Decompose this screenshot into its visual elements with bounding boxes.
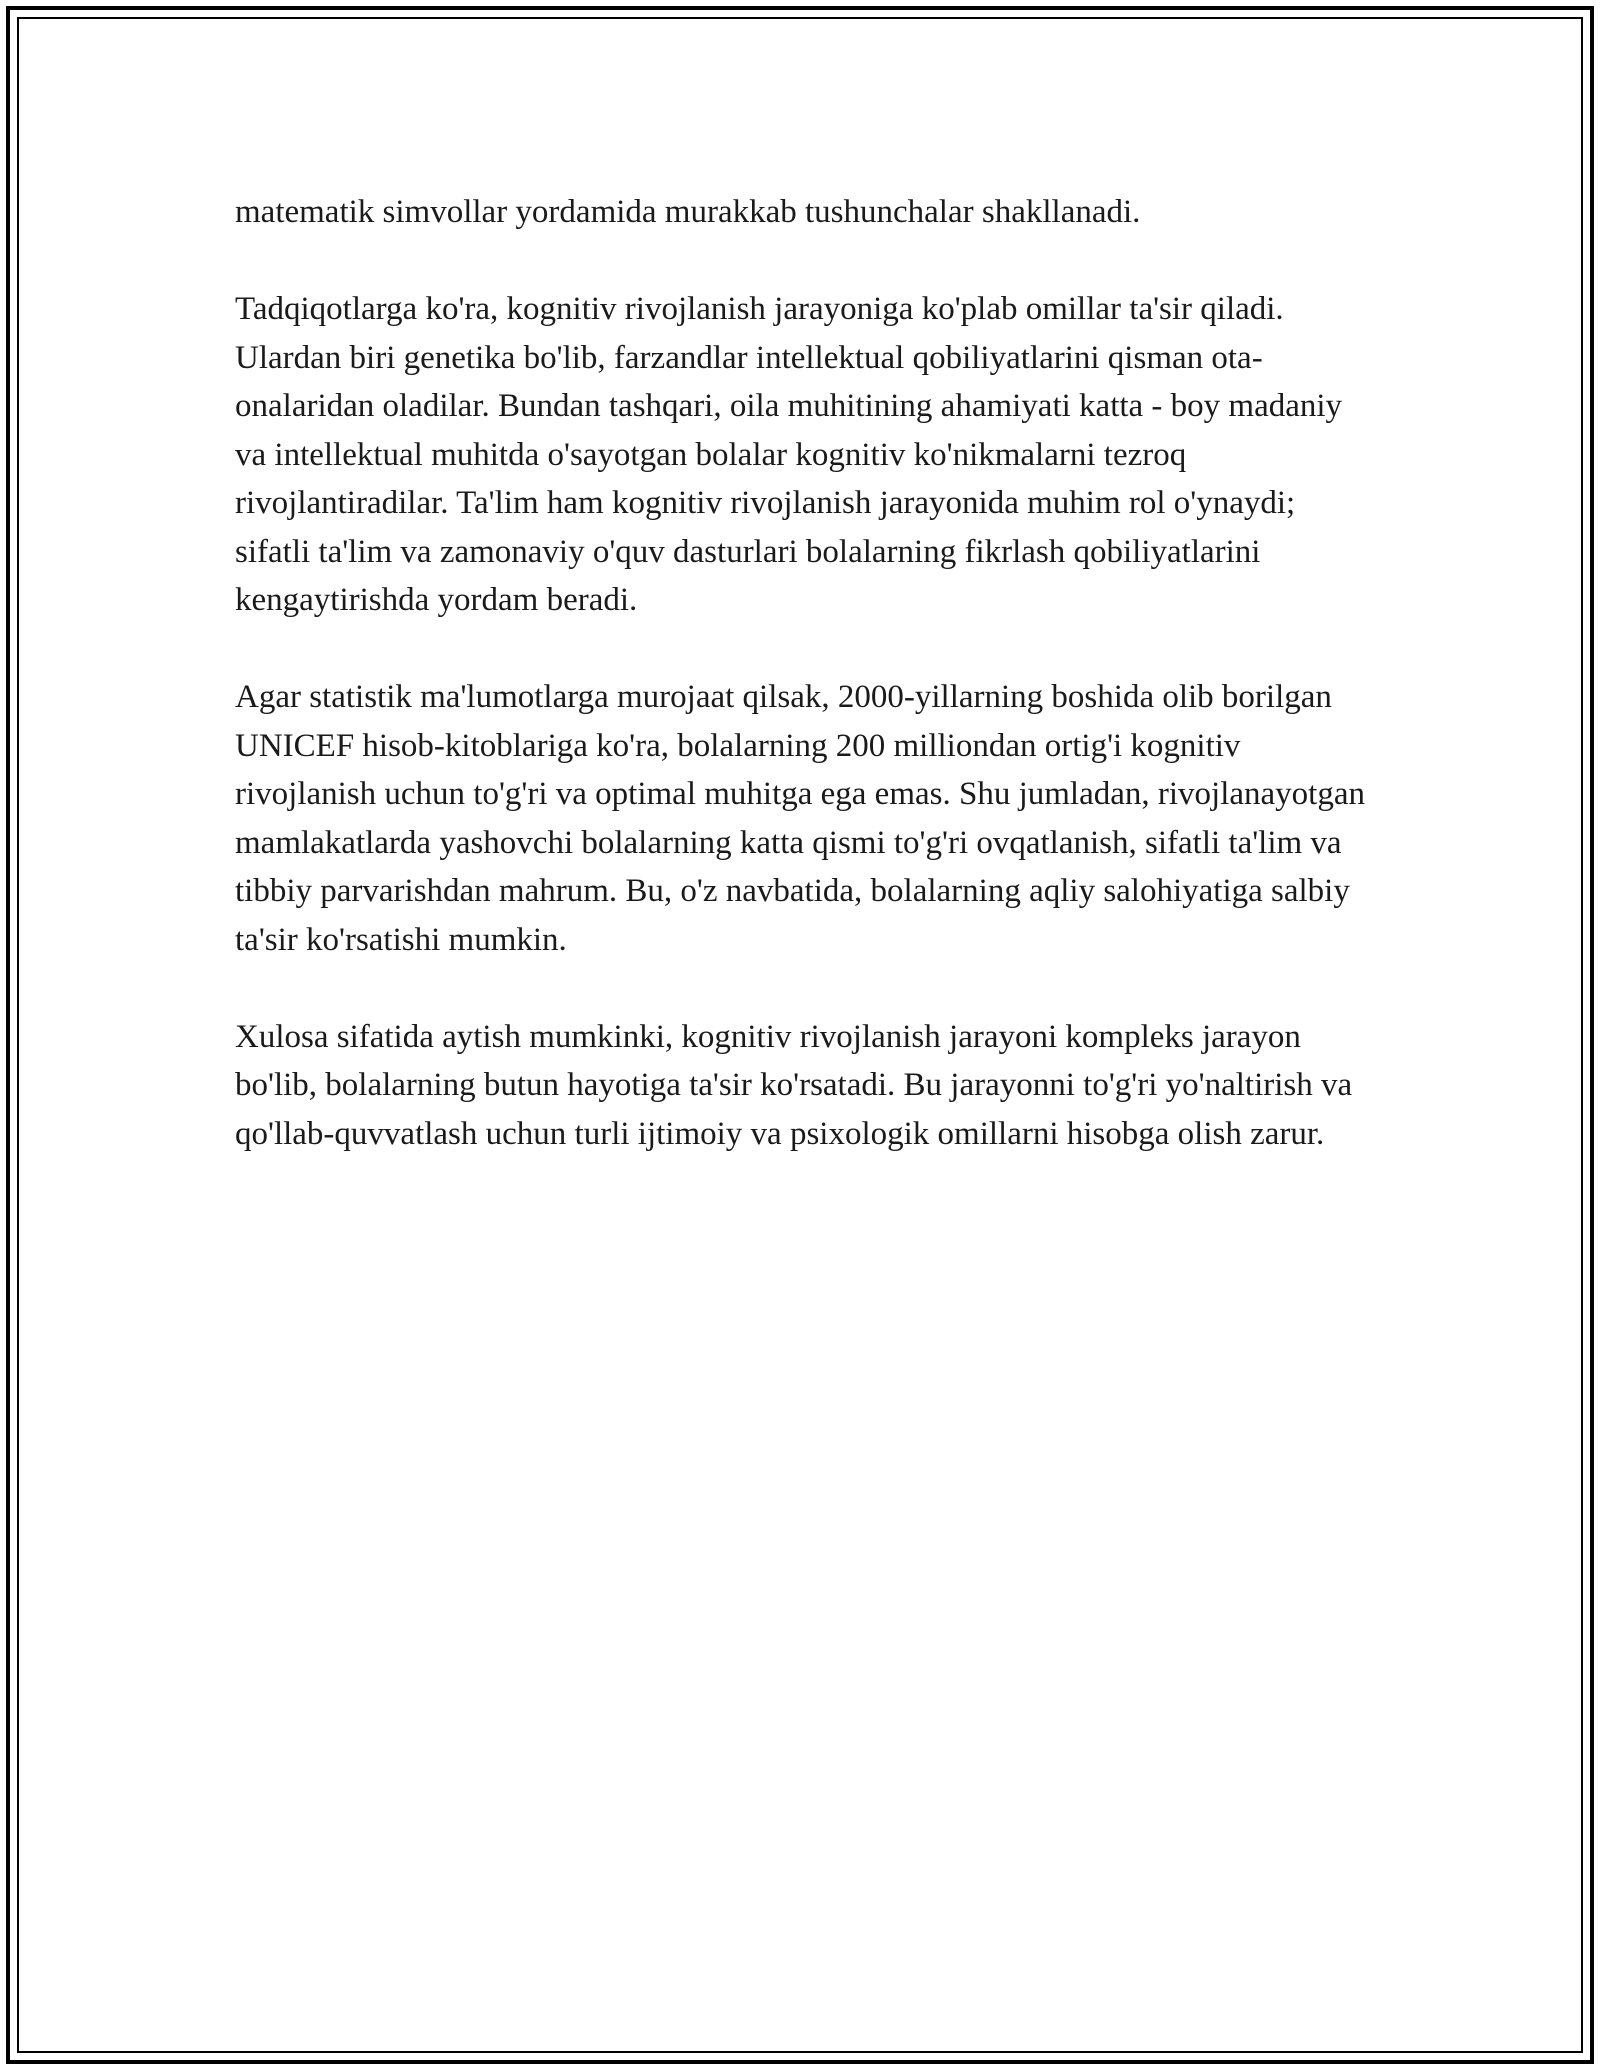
paragraph-statistics: Agar statistik ma'lumotlarga murojaat qilsak, 2000-yillarning boshida olib borilgan UNICEF hisob-kitoblariga ko'ra, bolalarning 200 milliondan ortig'i kognitiv rivojlanish uchun to'g'ri va optimal muhitga ega emas. Shu jumladan, rivojlanayotgan mamlakatlarda yashovchi bolalarning katta qismi to'g'ri ovqatlanish, sifatli ta'lim va tibbiy parvarishdan mahrum. Bu, o'z navbatida, bolalarning aqliy salohiyatiga salbiy ta'sir ko'rsatishi mumkin. (235, 679, 1365, 958)
paragraph-influencing-factors: Tadqiqotlarga ko'ra, kognitiv rivojlanish jarayoniga ko'plab omillar ta'sir qiladi. Ulardan biri genetika bo'lib, farzandlar intellektual qobiliyatlarini qisman ota-onalaridan oladilar. Bundan tashqari, oila muhitining ahamiyati katta - boy madaniy va intellektual muhitda o'sayotgan bolalar kognitiv ko'nikmalarni tezroq rivojlantiradilar. Ta'lim ham kognitiv rivojlanish jarayonida muhim rol o'ynaydi; sifatli ta'lim va zamonaviy o'quv dasturlari bolalarning fikrlash qobiliyatlarini kengaytirishda yordam beradi. (235, 291, 1343, 618)
paragraph-continuation: matematik simvollar yordamida murakkab tushunchalar shakllanadi. (235, 194, 1141, 230)
document-body (235, 188, 1365, 1207)
paragraph-conclusion: Xulosa sifatida aytish mumkinki, kognitiv rivojlanish jarayoni kompleks jarayon bo'lib, bolalarning butun hayotiga ta'sir ko'rsatadi. Bu jarayonni to'g'ri yo'naltirish va qo'llab-quvvatlash uchun turli ijtimoiy va psixologik omillarni hisobga olish zarur. (235, 1018, 1353, 1152)
